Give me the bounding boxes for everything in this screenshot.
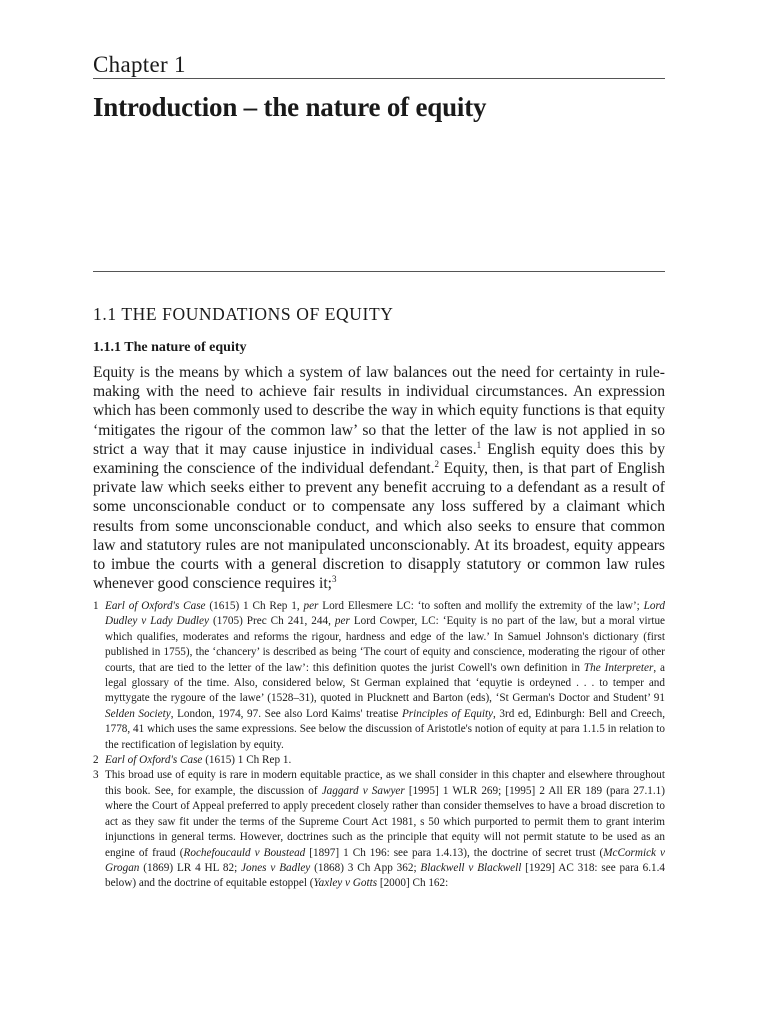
case-name: Yaxley v Gotts (313, 877, 378, 890)
footnote-number: 1 (93, 600, 99, 612)
section-divider (93, 271, 665, 272)
footnote-text: (1615) 1 Ch Rep 1, (205, 600, 304, 612)
footnote-text: , 3rd ed, Edinburgh: Bell and Creech, 1778, 41 which uses the same expressions. See below the discussion of Aristotle's notion of equity at para 1.1.5 in relation to the rectification of legislation by equity. (105, 707, 666, 751)
footnote-italic: per (334, 615, 350, 628)
footnote-number: 2 (93, 754, 99, 767)
footnote-text: Lord Ellesmere LC: ‘to soften and mollify the extremity of the law’; (318, 600, 644, 612)
footnote-text: (1705) Prec Ch 241, 244, (208, 615, 335, 628)
body-text-part: Equity is the means by which a system of law balances out the need for certainty in rule-making with the need to achieve fair results in individual circumstances. An expression which has been commonly used to describe the way in which equity functions is that equity ‘mitigates the rigour of the common law’ so that the letter of the law is not applied in so strict a way that it may cause injustice in individual cases. (93, 364, 665, 458)
footnote-ref[interactable]: 3 (332, 574, 337, 585)
case-name: McCormick v Grogan (105, 846, 665, 874)
body-paragraph (93, 363, 665, 593)
chapter-label: Chapter 1 (93, 52, 186, 77)
case-name: Earl of Oxford's Case (105, 754, 203, 767)
footnote-1 (93, 599, 665, 753)
footnote-text: [1929] AC 318: see para 6.1.4 below) and the doctrine of equitable estoppel ( (105, 861, 666, 890)
footnote-text: , a legal glossary of the time. Also, considered below, St German explained that ‘equytie is ordeyned . . . to temper and myttygate the rygoure of the lawe’ (1528–31), quoted in Plucknett and Barton (eds), ‘St German's Doctor and Student’ 91 (105, 661, 665, 705)
work-title: The Interpreter (583, 661, 654, 674)
top-divider (93, 78, 665, 79)
body-text-part: English equity does this by examining the conscience of the individual defendant. (93, 440, 665, 478)
footnote-text: [1995] 1 WLR 269; [1995] 2 All ER 189 (para 27.1.1) where the Court of Appeal preferred to apply precedent closely rather than consider themselves to have a broad discretion to act as they saw fit under the terms of the Supreme Court Act 1981, s 50 which purported to permit them to grant interim injunctions in general terms. However, doctrines such as the principle that equity will not permit statute to be used as an engine of fraud ( (105, 784, 665, 859)
footnote-text: , London, 1974, 97. See also Lord Kaims' treatise (170, 707, 402, 720)
footnote-number: 3 (93, 769, 99, 782)
footnote-2 (93, 753, 665, 768)
footnote-text: (1868) 3 Ch App 362; (310, 861, 421, 874)
case-name: Jaggard v Sawyer (321, 784, 405, 797)
footnote-text: Lord Cowper, LC: ‘Equity is no part of the law, but a moral virtue which qualifies, moderates and reforms the rigour, hardness and edge of the law.’ In Samuel Johnson's dictionary (first published in 1755), the ‘chancery’ is described as being ‘The court of equity and conscience, moderating the rigour of other courts, that are tied to the letter of the law’: this definition quotes the jurist Cowell's own definition in (105, 615, 666, 674)
case-name: Jones v Badley (241, 861, 311, 874)
work-title: Principles of Equity (401, 707, 494, 720)
footnote-text: (1869) LR 4 HL 82; (139, 861, 242, 874)
case-name: Lord Dudley v Lady Dudley (105, 600, 665, 628)
footnote-text: This broad use of equity is rare in modern equitable practice, as we shall consider in this chapter and elsewhere throughout this book. See, for example, the discussion of (105, 769, 665, 797)
footnote-ref[interactable]: 2 (434, 458, 439, 469)
footnote-text: [2000] Ch 162: (377, 877, 449, 890)
subsection-heading: 1.1.1 The nature of equity (93, 340, 247, 355)
footnote-3 (93, 768, 665, 891)
case-name: Blackwell v Blackwell (420, 861, 522, 874)
body-text-part: Equity, then, is that part of English private law which seeks either to prevent any benefit accruing to a defendant as a result of some unconscionable conduct or to compensate any loss suffered by a claimant which results from some unconscionable conduct, and which also seeks to ensure that common law and statutory rules are not manipulated unconscionably. At its broadest, equity appears to imbue the courts with a general discretion to disapply statutory or common law rules whenever good conscience requires it; (93, 460, 665, 593)
footnote-text: [1897] 1 Ch 196: see para 1.4.13), the doctrine of secret trust ( (305, 846, 604, 859)
chapter-title: Introduction – the nature of equity (93, 92, 487, 122)
footnotes (93, 599, 665, 892)
section-heading: 1.1 THE FOUNDATIONS OF EQUITY (93, 304, 394, 324)
case-name: Earl of Oxford's Case (105, 600, 206, 612)
case-name: Rochefoucauld v Boustead (183, 846, 306, 859)
footnote-text: (1615) 1 Ch Rep 1. (202, 754, 292, 767)
footnote-ref[interactable]: 1 (476, 439, 482, 450)
footnote-italic: per (303, 600, 319, 612)
work-title: Selden Society (105, 707, 171, 720)
